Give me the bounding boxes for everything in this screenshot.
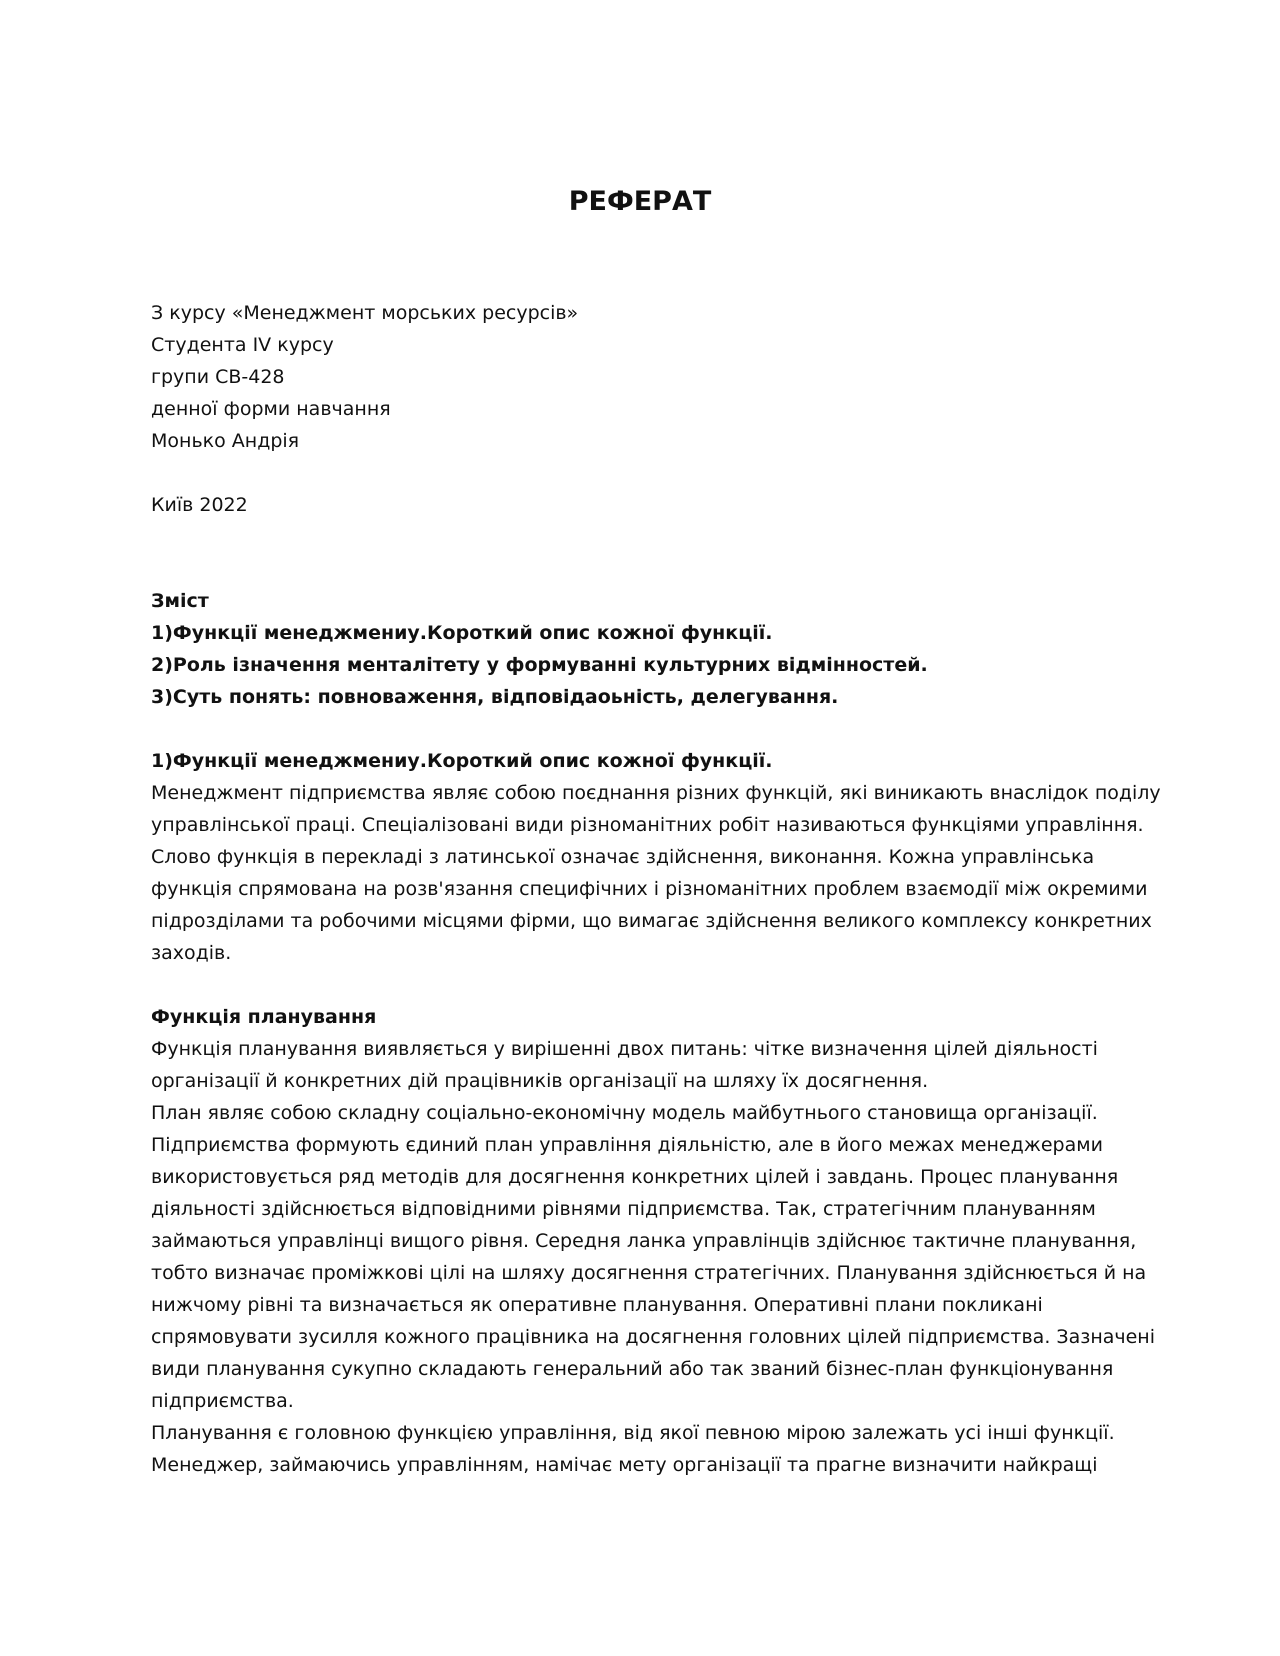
city-year-line: Київ 2022 xyxy=(151,494,248,516)
paragraph-line: функція спрямована на розв'язання специфічних і різноманітних проблем взаємодії між окремими xyxy=(151,878,1148,900)
planning-section xyxy=(151,1001,1156,1481)
table-of-contents xyxy=(151,585,1136,713)
author-info xyxy=(151,297,1136,457)
toc-item: 2)Роль ізначення менталітету у формуванні культурних відмінностей. xyxy=(151,654,928,676)
course-line: З курсу «Менеджмент морських ресурсів» xyxy=(151,302,579,324)
paragraph-line: Менеджер, займаючись управлінням, намічає мету організації та прагне визначити найкращі xyxy=(151,1454,1098,1476)
paragraph-line: підприємства. xyxy=(151,1390,294,1412)
paragraph-line: План являє собою складну соціально-економічну модель майбутнього становища організації. xyxy=(151,1102,1098,1124)
paragraph-line: тобто визначає проміжкові цілі на шляху досягнення стратегічних. Планування здійснюється й на xyxy=(151,1262,1147,1284)
paragraph-line: організації й конкретних дій працівників організації на шляху їх досягнення. xyxy=(151,1070,929,1092)
paragraph-line: діяльності здійснюється відповідними рівнями підприємства. Так, стратегічним плануванням xyxy=(151,1198,1096,1220)
paragraph-line: Слово функція в перекладі з латинської означає здійснення, виконання. Кожна управлінська xyxy=(151,846,1095,868)
city-year xyxy=(151,489,1136,521)
student-name-line: Монько Андрія xyxy=(151,430,300,452)
document-title: РЕФЕРАТ xyxy=(568,186,712,217)
paragraph-line: види планування сукупно складають генеральний або так званий бізнес-план функціонування xyxy=(151,1358,1114,1380)
paragraph-line: займаються управлінці вищого рівня. Середня ланка управлінців здійснює тактичне планування, xyxy=(151,1230,1137,1252)
paragraph-line: заходів. xyxy=(151,942,232,964)
student-line: Студента IV курсу xyxy=(151,334,334,356)
planning-heading: Функція планування xyxy=(151,1006,377,1028)
paragraph-line: Менеджмент підприємства являє собою поєднання різних функцій, які виникають внаслідок поділу xyxy=(151,782,1161,804)
paragraph-line: Підприємства формують єдиний план управління діяльністю, але в його межах менеджерами xyxy=(151,1134,1103,1156)
study-form-line: денної форми навчання xyxy=(151,398,391,420)
toc-heading: Зміст xyxy=(151,590,209,612)
paragraph-line: управлінської праці. Спеціалізовані види різноманітних робіт називаються функціями управління. xyxy=(151,814,1144,836)
paragraph-line: Функція планування виявляється у вирішенні двох питань: чітке визначення цілей діяльності xyxy=(151,1038,1098,1060)
paragraph-line: підрозділами та робочими місцями фірми, що вимагає здійснення великого комплексу конкретних xyxy=(151,910,1152,932)
toc-item: 1)Функції менеджмениу.Короткий опис кожної функції. xyxy=(151,622,773,644)
paragraph-line: спрямовувати зусилля кожного працівника на досягнення головних цілей підприємства. Зазначені xyxy=(151,1326,1156,1348)
group-line: групи СВ-428 xyxy=(151,366,285,388)
section-1 xyxy=(151,745,1161,969)
section-1-heading: 1)Функції менеджмениу.Короткий опис кожної функції. xyxy=(151,750,773,772)
paragraph-line: використовується ряд методів для досягнення конкретних цілей і завдань. Процес планування xyxy=(151,1166,1119,1188)
paragraph-line: Планування є головною функцією управління, від якої певною мірою залежать усі інші функції. xyxy=(151,1422,1115,1444)
paragraph-line: нижчому рівні та визначається як оперативне планування. Оперативні плани покликані xyxy=(151,1294,1043,1316)
toc-item: 3)Суть понять: повноваження, відповідаоьність, делегування. xyxy=(151,686,839,708)
